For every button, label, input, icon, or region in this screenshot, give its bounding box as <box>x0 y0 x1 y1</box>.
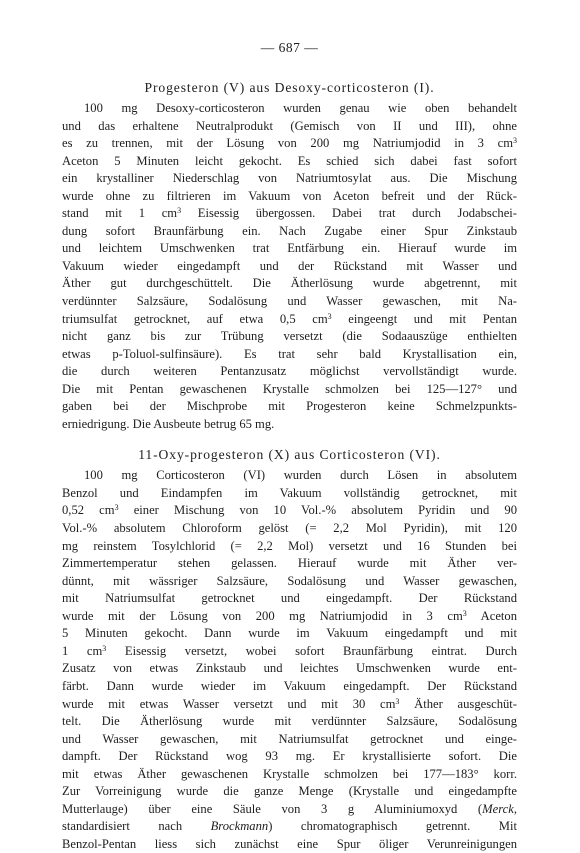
text-line: etwas p-Toluol-sulfinsäure). Es trat sehr bald Krystallisation ein, <box>62 346 517 361</box>
text-line: und das erhaltene Neutralprodukt (Gemisch von II und III), ohne <box>62 118 517 133</box>
text-line: standardisiert nach Brockmann) chromatographisch getrennt. Mit <box>62 819 517 834</box>
text-line: Aceton 5 Minuten leicht gekocht. Es schied sich dabei fast sofort <box>62 153 517 168</box>
text-line: 100 mg Desoxy-corticosteron wurden genau wie oben behandelt <box>84 101 517 115</box>
text-line: dünnt, mit wässriger Salzsäure, Sodalösung und Wasser gewaschen, <box>62 573 517 588</box>
text-line: wurde mit etwas Wasser versetzt und mit 30 $cm^3$ Äther ausgeschüt- <box>62 696 517 711</box>
text-line: 100 mg Corticosteron (VI) wurden durch Lösen in absolutem <box>84 468 517 483</box>
section-heading-progesteron: Progesteron (V) aus Desoxy-corticosteron (I). <box>144 80 435 95</box>
paragraph-progesteron <box>62 100 517 433</box>
text-line: gaben bei der Mischprobe mit Progesteron keine Schmelzpunkts- <box>62 399 517 414</box>
document-page <box>62 40 517 853</box>
text-line: Benzol und Eindampfen im Vakuum vollständig getrocknet, mit <box>62 485 517 500</box>
text-line: nicht ganz bis zur Trübung versetzt (die Sodaauszüge enthielten <box>62 329 517 344</box>
text-line: Vakuum wieder eingedampft und der Rückstand mit Wasser und <box>62 258 517 273</box>
text-line: stand mit 1 $cm^3$ Eisessig übergossen. Dabei trat durch Jodabschei- <box>62 206 517 221</box>
page-number: — 687 — <box>260 40 319 55</box>
text-line: und leichtem Umschwenken trat Entfärbung ein. Hierauf wurde im <box>62 241 517 256</box>
text-line: Benzol-Pentan liess sich zunächst eine Spur öliger Verunreinigungen <box>62 836 517 851</box>
text-line: wurde ohne zu filtrieren im Vakuum von Aceton befreit und der Rück- <box>62 188 517 203</box>
text-line: und Wasser gewaschen, mit Natriumsulfat getrocknet und einge- <box>62 731 517 746</box>
text-line: 1 $cm^3$ Eisessig versetzt, wobei sofort Braunfärbung eintrat. Durch <box>62 643 517 658</box>
text-line: Vol.-% absolutem Chloroform gelöst (= 2,2 Mol Pyridin), mit 120 <box>62 521 517 536</box>
text-line: triumsulfat getrocknet, auf etwa 0,5 $cm^3$ eingeengt und mit Pentan <box>62 311 517 326</box>
text-line: Zur Vorreinigung wurde die ganze Menge (Krystalle und eingedampfte <box>62 784 517 799</box>
paragraph-oxy-progesteron <box>62 467 517 853</box>
text-line: dung sofort Braunfärbung ein. Nach Zugabe einer Spur Zinkstaub <box>62 223 517 238</box>
text-line: Zimmertemperatur stehen gelassen. Hierauf wurde mit Äther ver- <box>62 556 517 571</box>
text-line: mg reinstem Tosylchlorid (= 2,2 Mol) versetzt und 16 Stunden bei <box>62 538 517 553</box>
text-line: Zusatz von etwas Zinkstaub und leichtes Umschwenken wurde ent- <box>62 661 517 676</box>
text-line: es zu trennen, mit der Lösung von 200 mg Natriumjodid in 3 $cm^3$ <box>62 136 517 151</box>
text-line: färbt. Dann wurde wieder im Vakuum eingedampft. Der Rückstand <box>62 678 517 693</box>
text-line: erniedrigung. Die Ausbeute betrug 65 mg. <box>62 416 275 431</box>
text-line: verdünnter Salzsäure, Sodalösung und Wasser gewaschen, mit Na- <box>62 294 517 309</box>
text-line: Mutterlauge) über eine Säule von 3 g Aluminiumoxyd (Merck, <box>62 801 517 816</box>
text-line: Äther gut durchgeschüttelt. Die Ätherlösung wurde abgetrennt, mit <box>62 276 517 291</box>
text-line: 5 Minuten gekocht. Dann wurde im Vakuum eingedampft und mit <box>62 626 517 641</box>
text-line: ein krystalliner Niederschlag von Natriumtosylat aus. Die Mischung <box>62 171 517 186</box>
text-line: 0,52 $cm^3$ einer Mischung von 10 Vol.-% absolutem Pyridin und 90 <box>62 503 517 518</box>
text-line: dampft. Der Rückstand wog 93 mg. Er krystallisierte sofort. Die <box>62 749 517 764</box>
text-line: mit etwas Äther gewaschenen Krystalle schmolzen bei 177—183° korr. <box>62 766 517 781</box>
text-line: wurde mit der Lösung von 200 mg Natriumjodid in 3 $cm^3$ Aceton <box>62 608 517 623</box>
text-line: die durch weiteren Pentanzusatz möglichst vervollständigt wurde. <box>62 364 517 379</box>
text-line: Die mit Pentan gewaschenen Krystalle schmolzen bei 125—127° und <box>62 381 517 396</box>
text-line: telt. Die Ätherlösung wurde mit verdünnter Salzsäure, Sodalösung <box>62 714 517 729</box>
section-heading-oxy-progesteron: 11-Oxy-progesteron (X) aus Corticosteron (VI). <box>138 447 441 463</box>
text-line: mit Natriumsulfat getrocknet und eingedampft. Der Rückstand <box>62 591 517 606</box>
